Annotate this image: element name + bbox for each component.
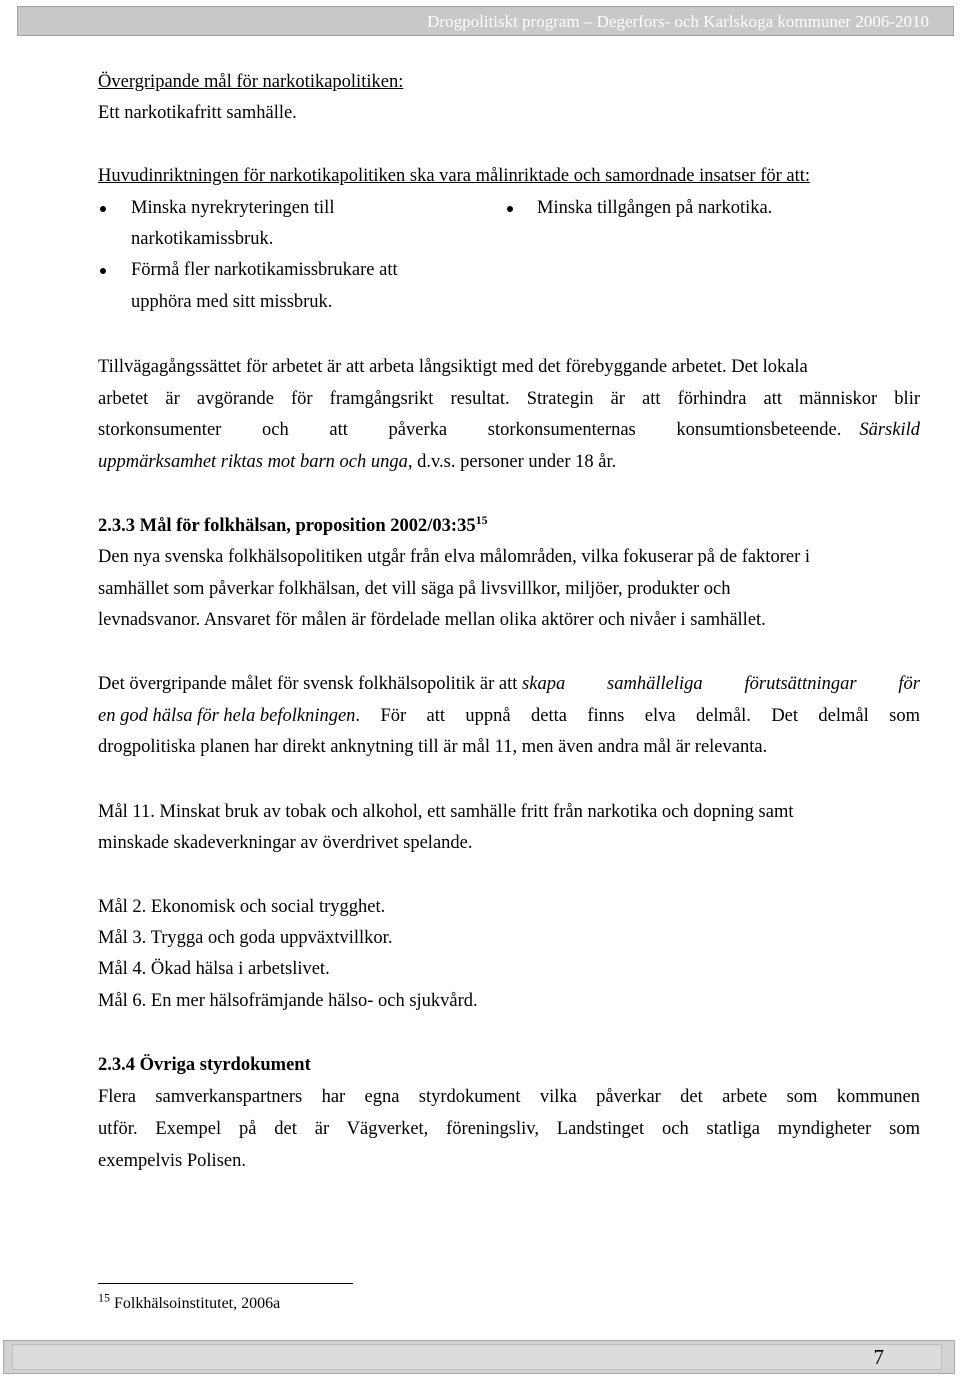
page-number: 7 xyxy=(873,1345,884,1369)
bullet-text: Förmå fler narkotikamissbrukare att xyxy=(131,260,398,280)
footnote-number: 15 xyxy=(98,1290,110,1305)
goal-item: Mål 6. En mer hälsofrämjande hälso- och sjukvård. xyxy=(98,991,478,1011)
approach-line xyxy=(98,450,616,474)
bullet-icon xyxy=(507,206,513,212)
footnote-ref: 15 xyxy=(475,512,488,527)
bullet-icon xyxy=(100,268,106,274)
paragraph-italic: en god hälsa för hela befolkningen xyxy=(98,706,356,726)
approach-italic: uppmärksamhet riktas mot barn och unga xyxy=(98,452,408,472)
goal-11-line: Mål 11. Minskat bruk av tobak och alkohol, ett samhälle fritt från narkotika och dopning samt xyxy=(98,802,794,822)
paragraph-line: utför. Exempel på det är Vägverket, föreningsliv, Landstinget och statliga myndigheter som xyxy=(98,1119,920,1139)
footnote-text: Folkhälsoinstitutet, 2006a xyxy=(114,1295,281,1312)
approach-line: Tillvägagångssättet för arbetet är att arbeta långsiktigt med det förebyggande arbetet. Det lokala xyxy=(98,357,808,377)
overall-goal-heading: Övergripande mål för narkotikapolitiken: xyxy=(98,72,404,92)
bullet-text: Minska tillgången på narkotika. xyxy=(537,198,773,218)
paragraph-line: drogpolitiska planen har direkt anknytning till är mål 11, men även andra mål är relevanta. xyxy=(98,737,768,757)
paragraph-italic: skapa samhälleliga förutsättningar för xyxy=(522,674,920,694)
paragraph-line xyxy=(98,704,920,728)
goal-11-line: minskade skadeverkningar av överdrivet spelande. xyxy=(98,833,473,853)
page-footer xyxy=(3,1340,955,1374)
goal-item: Mål 3. Trygga och goda uppväxtvillkor. xyxy=(98,928,393,948)
bullet-text: Minska nyrekryteringen till xyxy=(131,198,335,218)
section-heading-text: 2.3.3 Mål för folkhälsan, proposition 2002/03:35 xyxy=(98,516,476,536)
paragraph-line: Flera samverkanspartners har egna styrdokument vilka påverkar det arbete som kommunen xyxy=(98,1087,920,1107)
paragraph-line: levnadsvanor. Ansvaret för målen är fördelade mellan olika aktörer och nivåer i samhället. xyxy=(98,610,766,630)
footnote-separator xyxy=(98,1283,353,1284)
approach-line: arbetet är avgörande för framgångsrikt resultat. Strategin är att förhindra att människor blir xyxy=(98,389,920,409)
approach-line xyxy=(98,418,920,442)
paragraph-text: . För att uppnå detta finns elva delmål. Det delmål som xyxy=(355,706,920,726)
direction-heading: Huvudinriktningen för narkotikapolitiken ska vara målinriktade och samordnade insatser för att: xyxy=(98,166,811,186)
approach-text: storkonsumenter och att påverka storkonsumenternas konsumtionsbeteende. xyxy=(98,420,842,440)
footnote xyxy=(98,1292,280,1316)
paragraph-line: exempelvis Polisen. xyxy=(98,1151,246,1171)
section-heading: 2.3.4 Övriga styrdokument xyxy=(98,1055,311,1075)
bullet-icon xyxy=(100,206,106,212)
bullet-text: upphöra med sitt missbruk. xyxy=(131,292,333,312)
goal-item: Mål 2. Ekonomisk och social trygghet. xyxy=(98,897,386,917)
footer-inner-frame xyxy=(12,1344,942,1370)
paragraph-text: Det övergripande målet för svensk folkhälsopolitik är att xyxy=(98,674,523,694)
approach-italic: Särskild xyxy=(859,420,920,440)
paragraph-line: Den nya svenska folkhälsopolitiken utgår från elva målområden, vilka fokuserar på de faktorer i xyxy=(98,547,810,567)
document-title: Drogpolitiskt program – Degerfors- och Karlskoga kommuner 2006-2010 xyxy=(427,12,929,31)
section-heading xyxy=(98,514,488,538)
goal-item: Mål 4. Ökad hälsa i arbetslivet. xyxy=(98,959,330,979)
bullet-text: narkotikamissbruk. xyxy=(131,229,274,249)
paragraph-line: samhället som påverkar folkhälsan, det vill säga på livsvillkor, miljöer, produkter och xyxy=(98,579,731,599)
page-header xyxy=(17,6,954,36)
overall-goal-text: Ett narkotikafritt samhälle. xyxy=(98,103,297,123)
paragraph-line xyxy=(98,672,920,696)
approach-text: , d.v.s. personer under 18 år. xyxy=(407,452,617,472)
